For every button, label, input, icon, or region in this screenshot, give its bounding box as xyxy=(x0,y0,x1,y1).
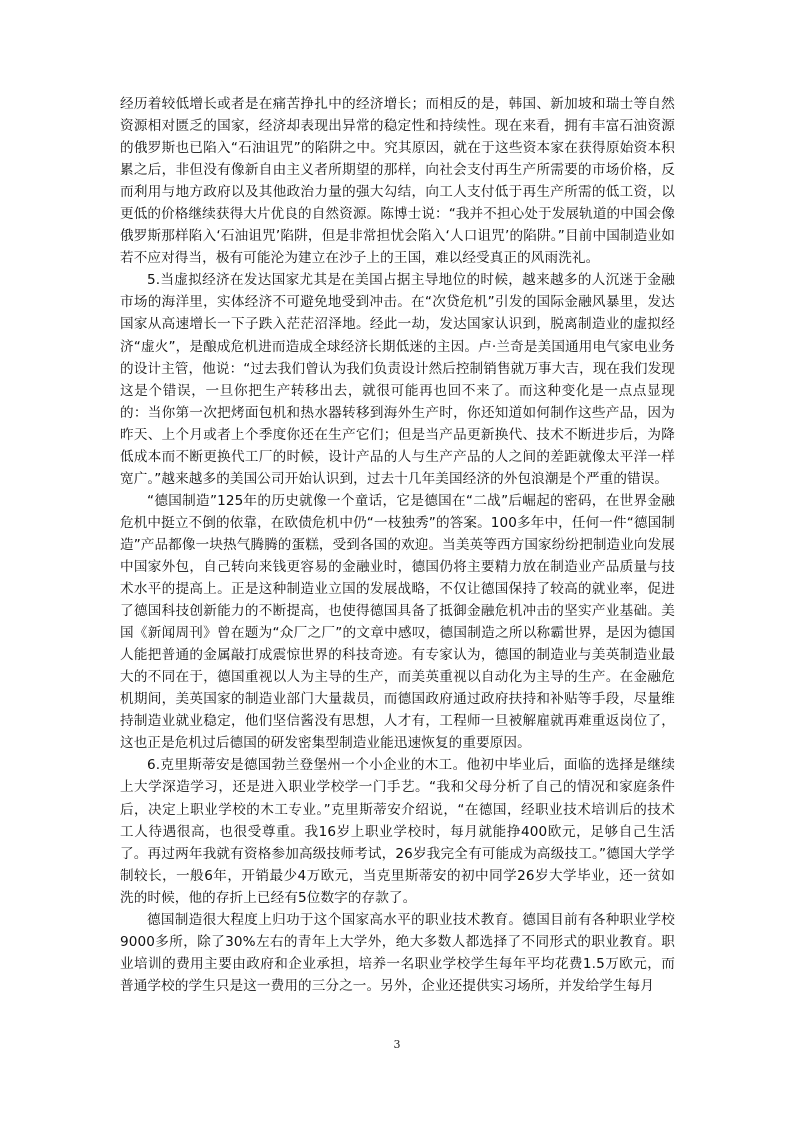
paragraph-made-in-germany: “德国制造”125年的历史就像一个童话，它是德国在“二战”后崛起的密码，在世界金融危机中挺立不倒的依靠，在欧债危机中仍“一枝独秀”的答案。100多年中，任何一件“德国制造”产品都像一块热气腾腾的蛋糕，受到各国的欢迎。当美英等西方国家纷纷把制造业向发展中国家外包，自己转向来钱更容易的金融业时，德国仍将主要精力放在制造业产品质量与技术水平的提高上。正是这种制造业立国的发展战略，不仅让德国保持了较高的就业率，促进了德国科技创新能力的不断提高，也使得德国具备了抵御金融危机冲击的坚实产业基础。美国《新闻周刊》曾在题为“众厂之厂”的文章中感叹，德国制造之所以称霸世界，是因为德国人能把普通的金属敲打成震惊世界的科技奇迹。有专家认为，德国的制造业与美英制造业最大的不同在于，德国重视以人为主导的生产，而美英重视以自动化为主导的生产。在金融危机期间，美英国家的制造业部门大量裁员，而德国政府通过政府扶持和补贴等手段，尽量维持制造业就业稳定，他们坚信酱没有思想，人才有，工程师一旦被解雇就再难重返岗位了，这也正是危机过后德国的研发密集型制造业能迅速恢复的重要原因。 xyxy=(120,492,675,752)
body-text xyxy=(120,93,675,997)
paragraph-vocational-education: 德国制造很大程度上归功于这个国家高水平的职业技术教育。德国目前有各种职业学校9000多所，除了30%左右的青年上大学外，绝大多数人都选择了不同形式的职业教育。职业培训的费用主要由政府和企业承担，培养一名职业学校学生每年平均花费1.5万欧元，而普通学校的学生只是这一费用的三分之一。另外，企业还提供实习场所，并发给学生每月 xyxy=(120,911,675,994)
paragraph-christian-carpenter: 6.克里斯蒂安是德国勃兰登堡州一个小企业的木工。他初中毕业后，面临的选择是继续上大学深造学习，还是进入职业学校学一门手艺。“我和父母分析了自己的情况和家庭条件后，决定上职业学校的木工专业。”克里斯蒂安介绍说，“在德国，经职业技术培训后的技术工人待遇很高，也很受尊重。我16岁上职业学校时，每月就能挣400欧元，足够自己生活了。再过两年我就有资格参加高级技师考试，26岁我完全有可能成为高级技工。”德国大学学制较长，一般6年，开销最少4万欧元，当克里斯蒂安的初中同学26岁大学毕业，还一贫如洗的时候，他的存折上已经有5位数字的存款了。 xyxy=(120,757,675,906)
page-number: 3 xyxy=(393,1038,401,1051)
paragraph-virtual-economy: 5.当虚拟经济在发达国家尤其是在美国占据主导地位的时候，越来越多的人沉迷于金融市场的海洋里，实体经济不可避免地受到冲击。在“次贷危机”引发的国际金融风暴里，发达国家从高速增长一下子跌入茫茫沼泽地。经此一劫，发达国家认识到，脱离制造业的虚拟经济“虚火”，是酿成危机进而造成全球经济长期低迷的主因。卢·兰奇是美国通用电气家电业务的设计主管，他说：“过去我们曾认为我们负责设计然后控制销售就万事大吉，现在我们发现这是个错误，一旦你把生产转移出去，就很可能再也回不来了。而这种变化是一点点显现的：当你第一次把烤面包机和热水器转移到海外生产时，你还知道如何制作这些产品，因为昨天、上个月或者上个季度你还在生产它们；但是当产品更新换代、技术不断进步后，为降低成本而不断更换代工厂的时候，设计产品的人与生产产品的人之间的差距就像太平洋一样宽广。”越来越多的美国公司开始认识到，过去十几年美国经济的外包浪潮是个严重的错误。 xyxy=(120,272,675,487)
paragraph-oil-curse: 经历着较低增长或者是在痛苦挣扎中的经济增长；而相反的是，韩国、新加坡和瑞士等自然资源相对匮乏的国家，经济却表现出异常的稳定性和持续性。现在来看，拥有丰富石油资源的俄罗斯也已陷入“石油诅咒”的陷阱之中。究其原因，就在于这些资本家在获得原始资本积累之后，非但没有像新自由主义者所期望的那样，向社会支付再生产所需要的市场价格，反而利用与地方政府以及其他政治力量的强大勾结，向工人支付低于再生产所需的低工资，以更低的价格继续获得大片优良的自然资源。陈博士说：“我并不担心处于发展轨道的中国会像俄罗斯那样陷入‘石油诅咒’陷阱，但是非常担忧会陷入‘人口诅咒’的陷阱。”目前中国制造业如若不应对得当，极有可能沦为建立在沙子上的王国，难以经受真正的风雨洗礼。 xyxy=(120,96,675,267)
